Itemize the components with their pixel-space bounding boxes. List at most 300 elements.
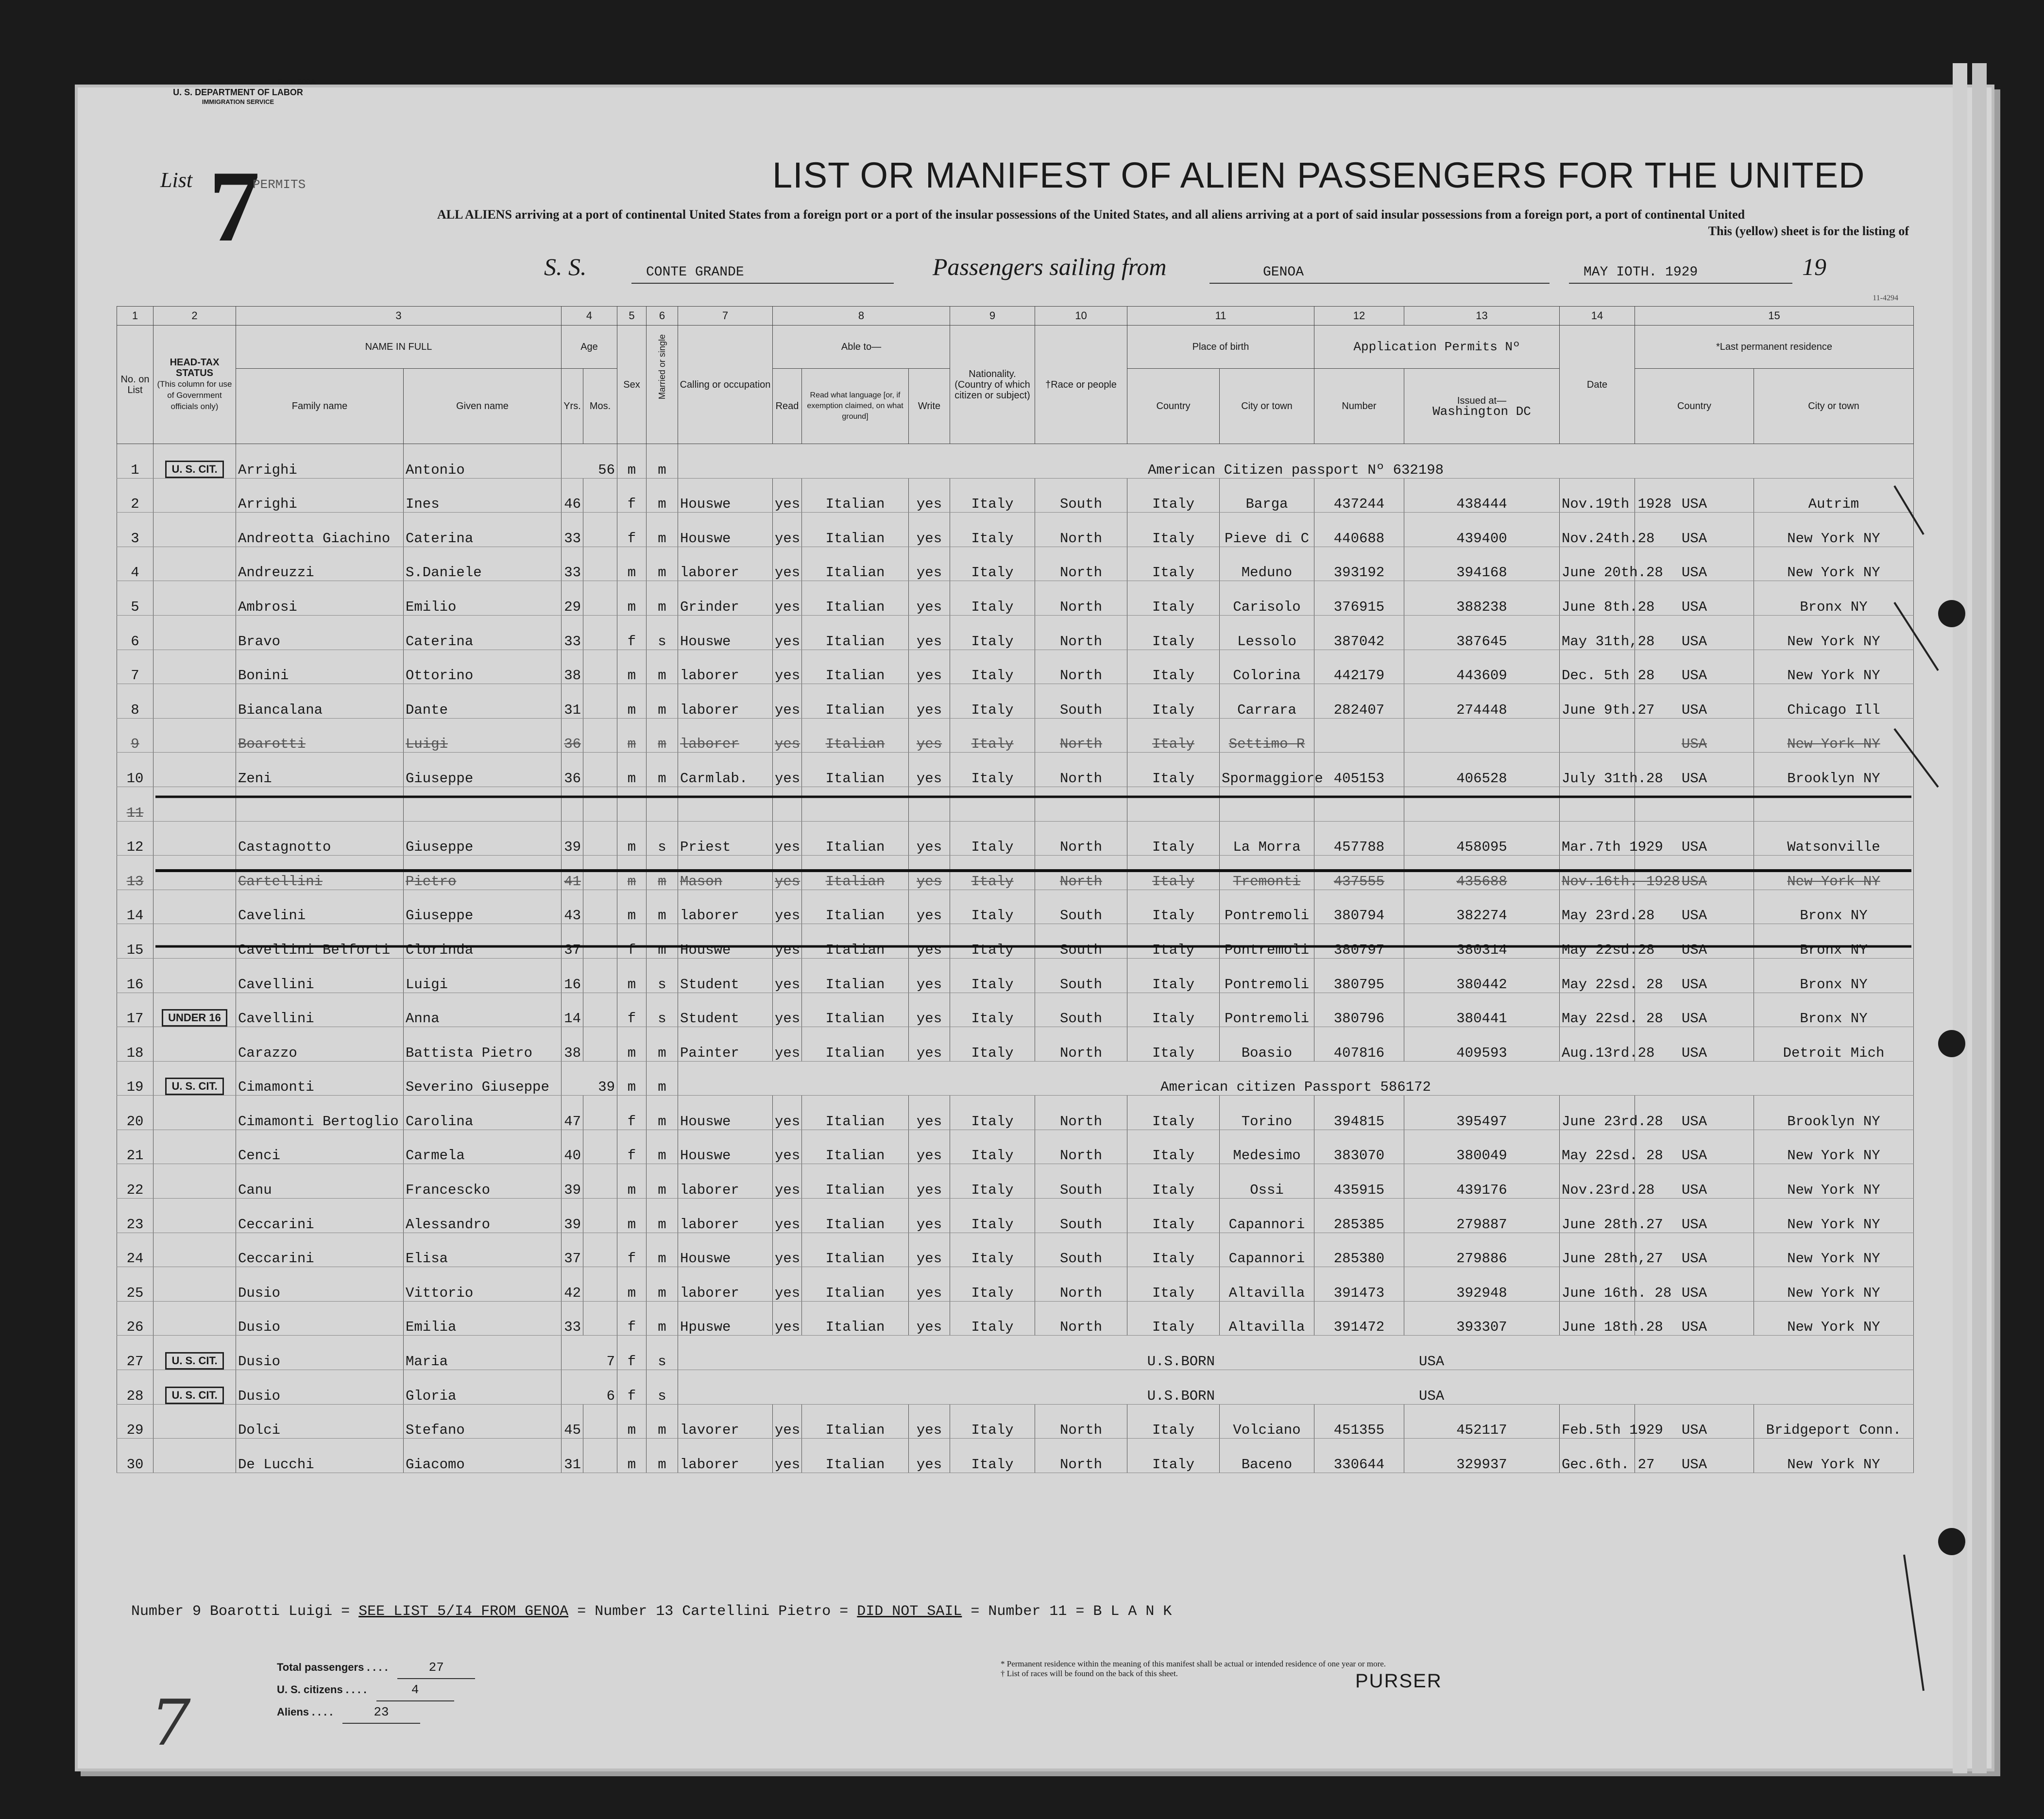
row-number: 8	[117, 684, 153, 719]
family-name-cell: De Lucchi	[236, 1439, 404, 1473]
read-cell: yes	[773, 478, 802, 513]
issued-cell: 392948	[1404, 1267, 1560, 1302]
calling-cell: laborer	[678, 890, 773, 924]
sex-cell: f	[617, 513, 647, 547]
read-cell: yes	[773, 890, 802, 924]
marital-cell: m	[647, 547, 678, 581]
given-name-cell: S.Daniele	[404, 547, 562, 581]
nationality-cell: Italy	[950, 993, 1035, 1027]
given-name-cell: Emilia	[404, 1301, 562, 1336]
row-number: 26	[117, 1301, 153, 1336]
race-cell: North	[1035, 650, 1127, 684]
calling-cell: Houswe	[678, 1130, 773, 1164]
header-yrs: Yrs.	[562, 369, 583, 444]
birth-city-cell: Colorina	[1220, 650, 1314, 684]
res-city-cell: Bronx NY	[1754, 890, 1914, 924]
marital-cell: m	[647, 924, 678, 959]
calling-cell: Student	[678, 993, 773, 1027]
head-tax-title: HEAD-TAX STATUS	[170, 357, 220, 378]
us-citizens-label: U. S. citizens . . . .	[277, 1683, 367, 1696]
birth-country-cell: Italy	[1127, 581, 1220, 616]
read-cell: yes	[773, 958, 802, 993]
nationality-cell: Italy	[950, 1164, 1035, 1199]
birth-country-cell: Italy	[1127, 1199, 1220, 1233]
check-mark	[1894, 486, 1938, 1691]
age-cell: 45	[562, 1404, 583, 1439]
birth-city-cell: Capannori	[1220, 1199, 1314, 1233]
read-cell: yes	[773, 1301, 802, 1336]
birth-city-cell: Barga	[1220, 478, 1314, 513]
race-cell: South	[1035, 993, 1127, 1027]
write-cell: yes	[909, 684, 950, 719]
given-name-cell: Pietro	[404, 856, 562, 890]
footer-note-3: = Number 11 = B L A N K	[971, 1603, 1172, 1620]
sex-cell: m	[617, 1404, 647, 1439]
read-cell: yes	[773, 753, 802, 787]
app-number-cell: 442179	[1314, 650, 1404, 684]
marital-cell: m	[647, 1164, 678, 1199]
marital-cell: s	[647, 993, 678, 1027]
date-cell: May 22sd.28	[1560, 924, 1635, 959]
read-cell: yes	[773, 924, 802, 959]
calling-cell: laborer	[678, 1164, 773, 1199]
marital-cell: m	[647, 890, 678, 924]
family-name-cell: Cavellini Belforti	[236, 924, 404, 959]
res-country-cell: USA	[1635, 513, 1754, 547]
header-name-in-full: NAME IN FULL	[236, 326, 562, 369]
date-cell: June 9th.27	[1560, 684, 1635, 719]
race-cell: North	[1035, 1439, 1127, 1473]
family-name-cell: Zeni	[236, 753, 404, 787]
res-city-cell: Bronx NY	[1754, 924, 1914, 959]
marital-cell: m	[647, 1267, 678, 1302]
birth-city-cell: Lessolo	[1220, 615, 1314, 650]
sex-cell: m	[617, 547, 647, 581]
app-number-cell: 451355	[1314, 1404, 1404, 1439]
row-number: 18	[117, 1027, 153, 1062]
sex-cell: m	[617, 958, 647, 993]
header-date: Date	[1560, 326, 1635, 444]
age-cell: 36	[562, 718, 583, 753]
family-name-cell: Ambrosi	[236, 581, 404, 616]
family-name-cell: Bravo	[236, 615, 404, 650]
row-number: 13	[117, 856, 153, 890]
birth-country-cell: Italy	[1127, 718, 1220, 753]
family-name-cell: Biancalana	[236, 684, 404, 719]
app-number-cell: 457788	[1314, 821, 1404, 856]
row-number: 29	[117, 1404, 153, 1439]
header-country: Country	[1127, 369, 1220, 444]
header-app-permits: Application Permits Nº	[1314, 326, 1560, 369]
nationality-cell: Italy	[950, 718, 1035, 753]
read-cell: yes	[773, 615, 802, 650]
nationality-cell: Italy	[950, 1096, 1035, 1130]
family-name-cell: Ceccarini	[236, 1199, 404, 1233]
stamp: UNDER 16	[162, 1009, 227, 1027]
res-city-cell: New York NY	[1754, 718, 1914, 753]
header-given-name: Given name	[404, 369, 562, 444]
sex-cell: f	[617, 993, 647, 1027]
given-name-cell: Giuseppe	[404, 753, 562, 787]
calling-cell: laborer	[678, 684, 773, 719]
marital-cell: m	[647, 1199, 678, 1233]
res-country-cell: USA	[1635, 1301, 1754, 1336]
stamp: U. S. CIT.	[165, 1352, 223, 1370]
read-cell: yes	[773, 821, 802, 856]
birth-city-cell: Medesimo	[1220, 1130, 1314, 1164]
family-name-cell: Cimamonti Bertoglio	[236, 1096, 404, 1130]
language-cell: Italian	[802, 615, 909, 650]
age-cell: 38	[562, 650, 583, 684]
given-name-cell: Gloria	[404, 1370, 562, 1405]
language-cell: Italian	[802, 478, 909, 513]
age-cell: 39	[562, 1199, 583, 1233]
header-number: Number	[1314, 369, 1404, 444]
calling-cell: laborer	[678, 650, 773, 684]
issued-cell: 443609	[1404, 650, 1560, 684]
res-country-cell: USA	[1635, 1164, 1754, 1199]
write-cell: yes	[909, 650, 950, 684]
issued-cell: 279887	[1404, 1199, 1560, 1233]
col-number: 11	[1127, 307, 1314, 326]
special-note: U.S.BORN	[1147, 1354, 1215, 1370]
issued-cell: 393307	[1404, 1301, 1560, 1336]
age-cell: 40	[562, 1130, 583, 1164]
write-cell: yes	[909, 1301, 950, 1336]
calling-cell: Hpuswe	[678, 1301, 773, 1336]
row-number: 28	[117, 1370, 153, 1405]
age-cell: 29	[562, 581, 583, 616]
read-cell: yes	[773, 718, 802, 753]
date-cell: June 23rd.28	[1560, 1096, 1635, 1130]
nationality-cell: Italy	[950, 1404, 1035, 1439]
marital-cell: m	[647, 581, 678, 616]
age-cell: 39	[562, 1164, 583, 1199]
marital-cell: m	[647, 684, 678, 719]
family-name-cell: Dolci	[236, 1404, 404, 1439]
marital-cell: m	[647, 444, 678, 479]
res-country-cell: USA	[1635, 1096, 1754, 1130]
nationality-cell: Italy	[950, 1130, 1035, 1164]
date-cell: May 22sd. 28	[1560, 958, 1635, 993]
res-country-cell: USA	[1635, 821, 1754, 856]
age-cell: 46	[562, 478, 583, 513]
calling-cell: Priest	[678, 821, 773, 856]
res-country-cell: USA	[1635, 615, 1754, 650]
aliens-value: 23	[342, 1701, 420, 1724]
res-city-cell: New York NY	[1754, 1130, 1914, 1164]
marital-cell: s	[647, 1336, 678, 1370]
age-cell: 31	[562, 1439, 583, 1473]
given-name-cell: Ines	[404, 478, 562, 513]
res-city-cell: New York NY	[1754, 547, 1914, 581]
nationality-cell: Italy	[950, 1027, 1035, 1062]
res-city-cell: New York NY	[1754, 1439, 1914, 1473]
race-cell: North	[1035, 821, 1127, 856]
res-country-cell: USA	[1635, 650, 1754, 684]
nationality-cell: Italy	[950, 1199, 1035, 1233]
birth-country-cell: Italy	[1127, 615, 1220, 650]
res-country-cell: USA	[1635, 1233, 1754, 1267]
app-number-cell: 330644	[1314, 1439, 1404, 1473]
res-country-cell: USA	[1635, 547, 1754, 581]
age-cell: 16	[562, 958, 583, 993]
race-cell: North	[1035, 753, 1127, 787]
age-cell: 14	[562, 993, 583, 1027]
read-cell: yes	[773, 547, 802, 581]
birth-country-cell: Italy	[1127, 650, 1220, 684]
write-cell: yes	[909, 718, 950, 753]
row-number: 14	[117, 890, 153, 924]
language-cell: Italian	[802, 1199, 909, 1233]
header-no-on-list: No. on List	[117, 326, 153, 444]
header-age: Age	[562, 326, 617, 369]
family-name-cell: Andreotta Giachino	[236, 513, 404, 547]
app-number-cell: 380795	[1314, 958, 1404, 993]
age-cell: 33	[562, 1301, 583, 1336]
read-cell: yes	[773, 1199, 802, 1233]
row-number: 27	[117, 1336, 153, 1370]
row-number: 10	[117, 753, 153, 787]
language-cell: Italian	[802, 684, 909, 719]
write-cell: yes	[909, 821, 950, 856]
birth-city-cell: Torino	[1220, 1096, 1314, 1130]
nationality-cell: Italy	[950, 615, 1035, 650]
race-cell: North	[1035, 1267, 1127, 1302]
date-cell: June 20th.28	[1560, 547, 1635, 581]
read-cell: yes	[773, 684, 802, 719]
birth-city-cell: Baceno	[1220, 1439, 1314, 1473]
calling-cell: Houswe	[678, 478, 773, 513]
write-cell: yes	[909, 478, 950, 513]
given-name-cell: Vittorio	[404, 1267, 562, 1302]
sex-cell: m	[617, 718, 647, 753]
write-cell: yes	[909, 1199, 950, 1233]
nationality-cell: Italy	[950, 684, 1035, 719]
sex-cell: m	[617, 684, 647, 719]
given-name-cell: Clorinda	[404, 924, 562, 959]
res-city-cell: Autrim	[1754, 478, 1914, 513]
date-cell: Mar.7th 1929	[1560, 821, 1635, 856]
language-cell: Italian	[802, 924, 909, 959]
footer-note-2: = Number 13 Cartellini Pietro =	[577, 1603, 849, 1620]
date-cell: Dec. 5th 28	[1560, 650, 1635, 684]
row-number: 15	[117, 924, 153, 959]
family-name-cell: Bonini	[236, 650, 404, 684]
write-cell: yes	[909, 1267, 950, 1302]
family-name-cell: Dusio	[236, 1267, 404, 1302]
date-cell: Gec.6th. 27	[1560, 1439, 1635, 1473]
res-city-cell: Bronx NY	[1754, 581, 1914, 616]
date-cell: June 18th.28	[1560, 1301, 1635, 1336]
write-cell: yes	[909, 1233, 950, 1267]
sex-cell: f	[617, 1370, 647, 1405]
race-cell: North	[1035, 856, 1127, 890]
res-country-cell: USA	[1635, 1439, 1754, 1473]
us-citizens-value: 4	[376, 1679, 454, 1701]
race-cell: North	[1035, 718, 1127, 753]
language-cell: Italian	[802, 1096, 909, 1130]
intro-line-2: This (yellow) sheet is for the listing of	[1708, 224, 1909, 238]
ss-label: S. S.	[544, 253, 587, 280]
row-number: 9	[117, 718, 153, 753]
calling-cell: Painter	[678, 1027, 773, 1062]
birth-city-cell: Meduno	[1220, 547, 1314, 581]
age-cell: 39	[562, 821, 583, 856]
marital-cell: m	[647, 478, 678, 513]
purser-label: PURSER	[1355, 1670, 1442, 1692]
res-country-cell: USA	[1635, 1267, 1754, 1302]
marital-cell: m	[647, 1439, 678, 1473]
age-cell: 37	[562, 924, 583, 959]
res-city-cell: New York NY	[1754, 1233, 1914, 1267]
sex-cell: m	[617, 890, 647, 924]
given-name-cell: Carolina	[404, 1096, 562, 1130]
birth-country-cell: Italy	[1127, 821, 1220, 856]
row-number: 3	[117, 513, 153, 547]
write-cell: yes	[909, 1439, 950, 1473]
sex-cell: m	[617, 444, 647, 479]
issued-cell: 380049	[1404, 1130, 1560, 1164]
calling-cell: laborer	[678, 1199, 773, 1233]
footer-note-2-ref: DID NOT SAIL	[857, 1603, 962, 1620]
race-cell: North	[1035, 1404, 1127, 1439]
res-country-cell: USA	[1635, 581, 1754, 616]
age-cell: 31	[562, 684, 583, 719]
res-city-cell: New York NY	[1754, 1164, 1914, 1199]
age-cell: 33	[562, 547, 583, 581]
language-cell: Italian	[802, 1027, 909, 1062]
given-name-cell: Antonio	[404, 444, 562, 479]
nationality-cell: Italy	[950, 547, 1035, 581]
special-note: U.S.BORN	[1147, 1388, 1215, 1404]
language-cell: Italian	[802, 890, 909, 924]
age-cell: 38	[562, 1027, 583, 1062]
row-number: 19	[117, 1061, 153, 1096]
race-cell: South	[1035, 1199, 1127, 1233]
intro-line-1: ALL ALIENS arriving at a port of continental United States from a foreign port or a port of the insular possessions of the United States, and all aliens arriving at a port of said insular possessions from a foreign port, a port of continental United	[437, 207, 1745, 222]
language-cell: Italian	[802, 958, 909, 993]
res-city-cell: Chicago Ill	[1754, 684, 1914, 719]
row-number: 22	[117, 1164, 153, 1199]
language-cell: Italian	[802, 1233, 909, 1267]
given-name-cell: Alessandro	[404, 1199, 562, 1233]
race-cell: North	[1035, 1027, 1127, 1062]
marital-cell: m	[647, 718, 678, 753]
family-name-cell: Cavellini	[236, 993, 404, 1027]
age-cell: 33	[562, 615, 583, 650]
res-country-cell: USA	[1635, 1404, 1754, 1439]
special-note: American Citizen passport Nº 632198	[1147, 462, 1444, 478]
marital-cell: s	[647, 615, 678, 650]
given-name-cell: Dante	[404, 684, 562, 719]
given-name-cell: Ottorino	[404, 650, 562, 684]
age-cell: 39	[562, 1061, 617, 1096]
family-name-cell: Canu	[236, 1164, 404, 1199]
sex-cell: f	[617, 1233, 647, 1267]
ship-name: CONTE GRANDE	[646, 265, 744, 280]
header-res-country: Country	[1635, 369, 1754, 444]
app-number-cell: 391473	[1314, 1267, 1404, 1302]
col-number: 9	[950, 307, 1035, 326]
birth-country-cell: Italy	[1127, 856, 1220, 890]
given-name-cell: Battista Pietro	[404, 1027, 562, 1062]
res-country-cell: USA	[1635, 856, 1754, 890]
date-cell: May 31th,28	[1560, 615, 1635, 650]
res-city-cell: Brooklyn NY	[1754, 753, 1914, 787]
language-cell: Italian	[802, 1301, 909, 1336]
birth-country-cell: Italy	[1127, 1027, 1220, 1062]
issued-cell: 439176	[1404, 1164, 1560, 1199]
family-name-cell: Dusio	[236, 1336, 404, 1370]
stamp: U. S. CIT.	[165, 1387, 223, 1404]
list-subtitle: PERMITS	[253, 177, 306, 192]
birth-city-cell: Pontremoli	[1220, 890, 1314, 924]
read-cell: yes	[773, 1096, 802, 1130]
age-cell: 47	[562, 1096, 583, 1130]
nationality-cell: Italy	[950, 890, 1035, 924]
sailing-date: MAY IOTH. 1929	[1584, 265, 1698, 280]
marital-cell: m	[647, 513, 678, 547]
sex-cell: m	[617, 1027, 647, 1062]
given-name-cell: Caterina	[404, 513, 562, 547]
sex-cell: m	[617, 753, 647, 787]
given-name-cell: Francescko	[404, 1164, 562, 1199]
res-country-cell: USA	[1635, 478, 1754, 513]
res-city-cell: Detroit Mich	[1754, 1027, 1914, 1062]
language-cell: Italian	[802, 1439, 909, 1473]
app-number-cell: 405153	[1314, 753, 1404, 787]
margin-code: 11-4294	[1873, 294, 1898, 302]
issued-cell: 380442	[1404, 958, 1560, 993]
family-name-cell: Cavellini	[236, 958, 404, 993]
header-race: †Race or people	[1035, 326, 1127, 444]
birth-city-cell: Capannori	[1220, 1233, 1314, 1267]
issued-cell: 279886	[1404, 1233, 1560, 1267]
service: IMMIGRATION SERVICE	[202, 98, 274, 105]
app-number-cell: 435915	[1314, 1164, 1404, 1199]
res-country-cell: USA	[1635, 753, 1754, 787]
issued-cell: 395497	[1404, 1096, 1560, 1130]
date-cell: Nov.16th. 1928	[1560, 856, 1635, 890]
res-city-cell: Bronx NY	[1754, 958, 1914, 993]
given-name-cell: Caterina	[404, 615, 562, 650]
header-nationality: Nationality. (Country of which citizen or subject)	[950, 326, 1035, 444]
family-name-cell: Dusio	[236, 1301, 404, 1336]
col-number: 6	[647, 307, 678, 326]
nationality-cell: Italy	[950, 1439, 1035, 1473]
family-name-cell: Carazzo	[236, 1027, 404, 1062]
calling-cell: lavorer	[678, 1404, 773, 1439]
special-country: USA	[1419, 1388, 1445, 1404]
birth-country-cell: Italy	[1127, 753, 1220, 787]
issued-cell: 380441	[1404, 993, 1560, 1027]
sex-cell: f	[617, 924, 647, 959]
birth-city-cell: Carisolo	[1220, 581, 1314, 616]
res-city-cell: New York NY	[1754, 615, 1914, 650]
write-cell: yes	[909, 753, 950, 787]
header-read-lang: Read what language [or, if exemption claimed, on what ground]	[802, 369, 909, 444]
race-cell: South	[1035, 958, 1127, 993]
race-cell: North	[1035, 1096, 1127, 1130]
calling-cell: laborer	[678, 547, 773, 581]
marital-cell: m	[647, 856, 678, 890]
res-country-cell: USA	[1635, 993, 1754, 1027]
footnote-2: † List of races will be found on the back of this sheet.	[1001, 1669, 1178, 1678]
age-cell: 36	[562, 753, 583, 787]
read-cell: yes	[773, 1439, 802, 1473]
birth-city-cell: Pontremoli	[1220, 958, 1314, 993]
